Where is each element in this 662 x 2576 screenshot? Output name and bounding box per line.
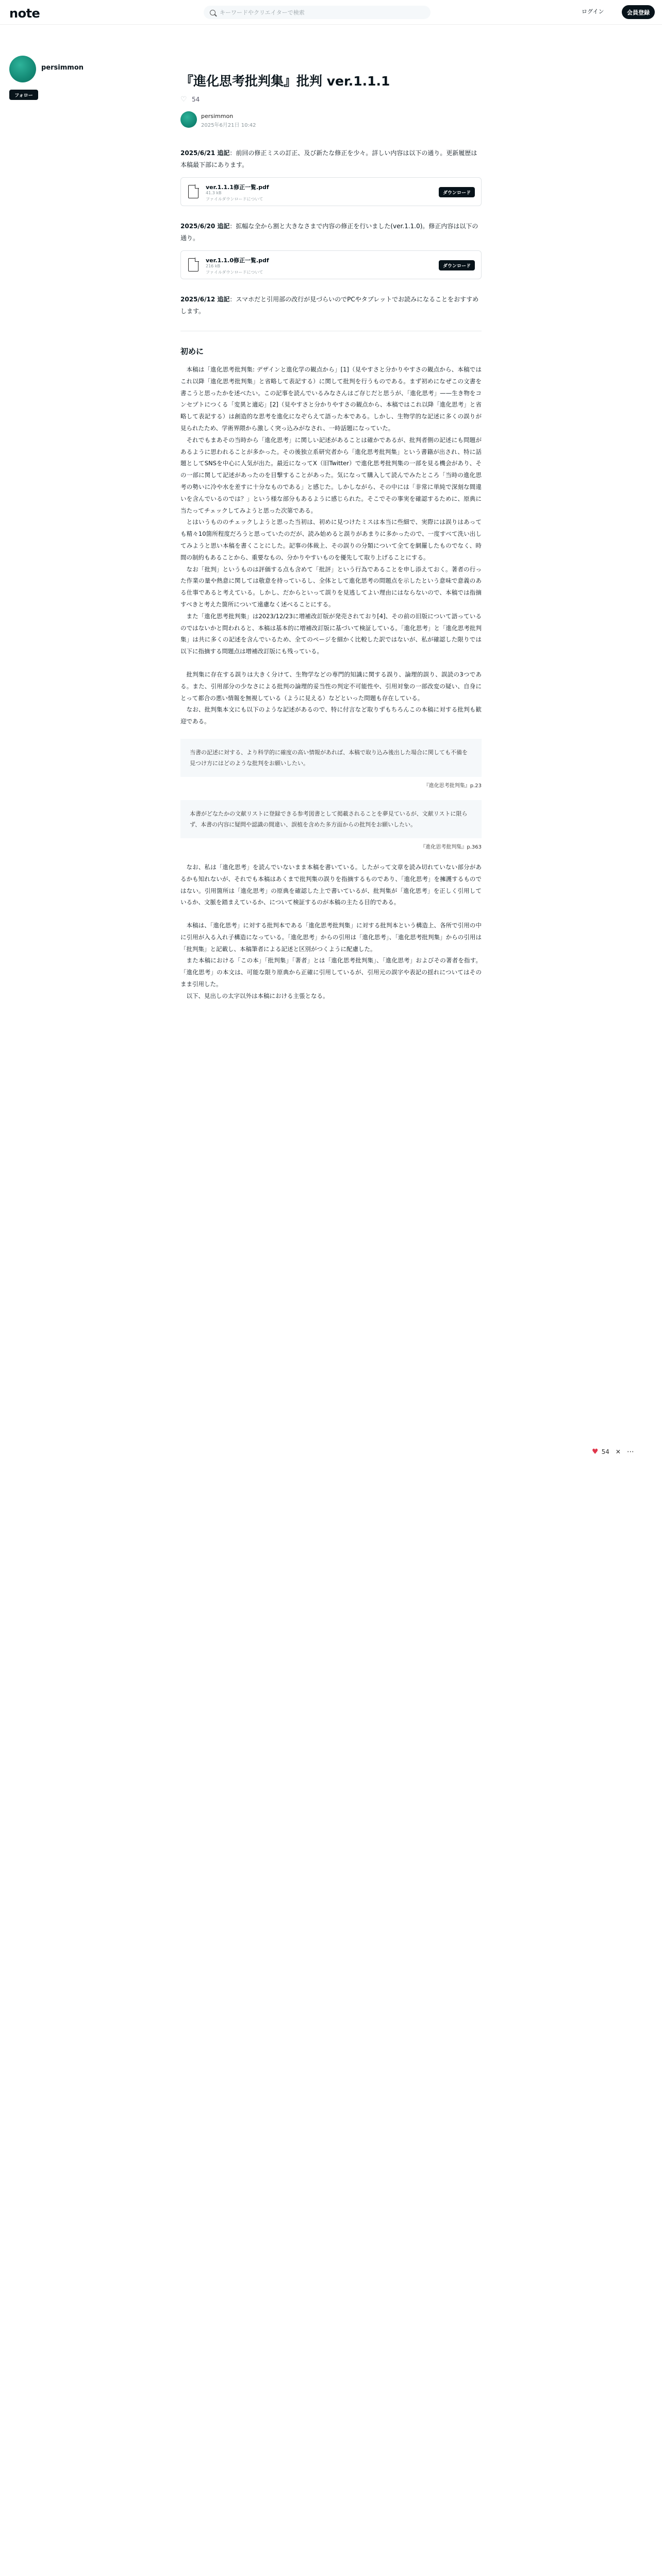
author-name[interactable]: persimmon	[41, 64, 84, 72]
paragraph: なお「批判」というものは評価する点も含めて「批評」という行為であることを申し添えておく。著者の行った作業の量や熱意に関しては敬意を持っているし、全体として進化思考の問題点を示したという意味で意義のある仕事であると考えている。しかし、だからといって誤りを見逃してよい理由にはならないので、本稿では指摘すべきと考えた箇所について遠慮なく述べることにする。	[180, 565, 482, 608]
update-text: ：拡幅な全から割と大きなさまで内容の修正を行いました(ver.1.1.0)。修正内容は以下の通り。	[180, 223, 478, 242]
more-icon[interactable]: ⋯	[626, 1448, 634, 1456]
update-label: 2025/6/20 追記	[180, 223, 230, 230]
heart-icon[interactable]: ♡	[180, 95, 187, 104]
paragraph: 批判集に存在する誤りは大きく分けて、生物学などの専門的知識に関する誤り、論理的誤り、誤読の3つである。また、引用部分の少なさによる批判の論理的妥当性の判定不可能性や、引用対象の一部改変の疑い、自身にとって都合の悪い情報を無視している（ように見える）などといった問題も存在している。	[180, 670, 482, 702]
file-name: ver.1.1.1修正一覧.pdf	[206, 184, 269, 191]
file-icon	[188, 258, 198, 272]
author-avatar[interactable]	[180, 111, 197, 128]
update-text: ：スマホだと引用部の改行が見づらいのでPCやタブレットでお読みになることをおすすめします。	[180, 296, 479, 315]
paragraph: なお、批判集本文にも以下のような記述があるので、特に付言など取りずもちろんこの本稿に対する批判も歓迎である。	[180, 706, 482, 725]
paragraph: それでもまあその当時から「進化思考」に関しい記述があることは確かであるが、批判者側の記述にも問題があるように思われることが多かった。その後独立系研究者から「進化思考批判集」という書籍が出され、特に話題としてSNSを中心に人気が出た。最近になってX（旧Twitter）で進化思考批判集の一部を見る機会があり、その一部に関して記述があったのを目撃することがあった。気になって購入して読んでみたところ「当時の進化思考の勢いに冷や水を差すに十分なものである」と感じた。しかしながら、その中には「非常に単純で深刻な間違いを含んでいるのでは？」という様な部分もあるように感じられた。そこでその事実を確認するために、原典に当たってチェックしてみようと思った次第である。	[180, 436, 482, 514]
paragraph: 本稿は、「進化思考」に対する批判本である「進化思考批判集」に対する批判本という構造上、各所で引用の中に引用が入る入れ子構造になっている。「進化思考」からの引用は「進化思考」、「進化思考批判集」からの引用は「批判集」と記載し、本稿筆者による記述と区別がつくように配慮した。	[180, 922, 482, 953]
file-download-note[interactable]: ファイルダウンロードについて	[206, 197, 263, 201]
file-name: ver.1.1.0修正一覧.pdf	[206, 257, 269, 264]
floating-actions	[592, 1448, 634, 1456]
like-counter[interactable]	[180, 96, 482, 103]
paragraph: また「進化思考批判集」は2023/12/23に増補改訂版が発売されており[4]、その前の旧版について語っているのではないかと問われると、本稿は基本的に増補改訂版に基づいて検証している。「進化思考」と「進化思考批判集」は共に多くの記述を含んでいるため、全てのページを細かく比較した訳ではないが、私が確認した限りでは以下に指摘する問題点は増補改訂版にも残っている。	[180, 612, 482, 655]
update-note-1	[180, 147, 482, 171]
blockquote: 当書の記述に対する、より科学的に確度の高い情報があれば、本稿で取り込み後出した場合に関しても不備を見つけ方にはどのような批判をお願いしたい。	[180, 739, 482, 777]
file-attachment	[180, 250, 482, 279]
article	[180, 72, 482, 1002]
article-body	[180, 364, 482, 727]
author-sidebar	[9, 56, 112, 100]
site-header	[0, 0, 662, 25]
search-placeholder: キーワードやクリエイターで検索	[220, 9, 305, 16]
update-label: 2025/6/12 追記	[180, 296, 230, 303]
follow-button[interactable]	[9, 90, 38, 100]
file-icon	[188, 185, 198, 198]
download-button[interactable]: ダウンロード	[439, 260, 475, 270]
article-author	[180, 111, 482, 130]
paragraph: また本稿における「この本」「批判集」「著者」とは「進化思考批判集」、「進化思考」およびその著者を指す。「進化思考」の本文は、可能な限り原典から正確に引用しているが、引用元の誤字や表記の揺れについてはそのまま引用した。	[180, 957, 482, 988]
search-icon	[210, 10, 216, 15]
update-note-3	[180, 294, 482, 317]
follow-label: フォロー	[14, 93, 33, 98]
file-size: 41.3 kB	[206, 191, 222, 195]
update-label: 2025/6/21 追記	[180, 149, 230, 157]
file-size: 216 kB	[206, 264, 220, 268]
update-note-2	[180, 221, 482, 244]
paragraph: 本稿は「進化思考批判集: デザインと進化学の観点から」[1]（見やすさと分かりやすさの観点から、本稿ではこれ以降「進化思考批判集」と省略して表記する）に関して批判を行うものである。まず初めになぜこの文書を書こうと思ったかを述べたい。この記事を読んでいるみなさんはご存じだと思うが、「進化思考」——生き物をコンセプトにつくる「変異と適応」[2]（見やすさと分かりやすさの観点から、本稿ではこれ以降「進化思考」と省略して表記する）は創造的な思考を進化になぞらえて語った本である。しかし、生物学的な記述に多くの誤りが見られたため、学術界隈から激しく突っ込みがなされ、一時話題になっていた。	[180, 366, 482, 432]
download-button[interactable]: ダウンロード	[439, 187, 475, 197]
quote-citation: 『進化思考批判集』p.23	[423, 783, 482, 789]
login-link[interactable]: ログイン	[582, 8, 604, 15]
note-logo[interactable]: note	[9, 6, 40, 21]
heart-icon[interactable]: ♥	[592, 1448, 599, 1456]
article-body	[180, 861, 482, 1002]
like-count: 54	[192, 96, 200, 103]
floating-like-count: 54	[601, 1448, 609, 1455]
article-author-name[interactable]: persimmon	[201, 113, 234, 120]
file-download-note[interactable]: ファイルダウンロードについて	[206, 270, 263, 275]
publish-date: 2025年6月21日 10:42	[201, 123, 256, 128]
quote-citation: 『進化思考批判集』p.363	[420, 844, 482, 850]
paragraph: とはいうもののチェックしようと思った当初は、初めに見つけたミスは本当に些細で、実際には誤りはあっても精々10箇所程度だろうと思っていたのだが、読み始めると誤りがあまりに多かったので、一度すべて洗い出してみようと思い本稿を書くことにした。記事の体裁上、その誤りの分類について全てを網羅したものでなく、時間の制約もあることから、重要なもの、分かりやすいものを優先して取り上げることにする。	[180, 518, 482, 561]
file-attachment	[180, 177, 482, 206]
update-text: ：前回の修正ミスの訂正、及び新たな修正を少々。詳しい内容は以下の通り。更新履歴は本稿最下部にあります。	[180, 149, 477, 168]
avatar[interactable]	[9, 56, 36, 82]
x-share-icon[interactable]: ✕	[615, 1448, 621, 1455]
section-heading: 初めに	[180, 347, 204, 356]
signup-button[interactable]: 会員登録	[622, 5, 655, 19]
page-title: 『進化思考批判集』批判 ver.1.1.1	[180, 74, 390, 89]
paragraph: なお、私は「進化思考」を読んでいないまま本稿を書いている。したがって文章を読み切れていない部分があるかも知れないが、それでも本稿はあくまで批判集の誤りを指摘するものであり、「進化思考」を擁護するものではない。引用箇所は「進化思考」の原典を確認した上で書いているが、批判集が「進化思考」を正しく引用しているか、文脈を踏まえているか、について検証するのが本稿の主たる目的である。	[180, 863, 482, 906]
search-input[interactable]	[204, 6, 431, 19]
paragraph: 以下、見出しの太字以外は本稿における主張となる。	[186, 992, 329, 999]
blockquote: 本書がどなたかの文献リストに登録できる参考図書として掲載されることを夢見ているが、文献リストに限らず、本書の内容に疑問や認識の間違い、誤植を含めた多方面からの批判をお願いしたい。	[180, 800, 482, 838]
